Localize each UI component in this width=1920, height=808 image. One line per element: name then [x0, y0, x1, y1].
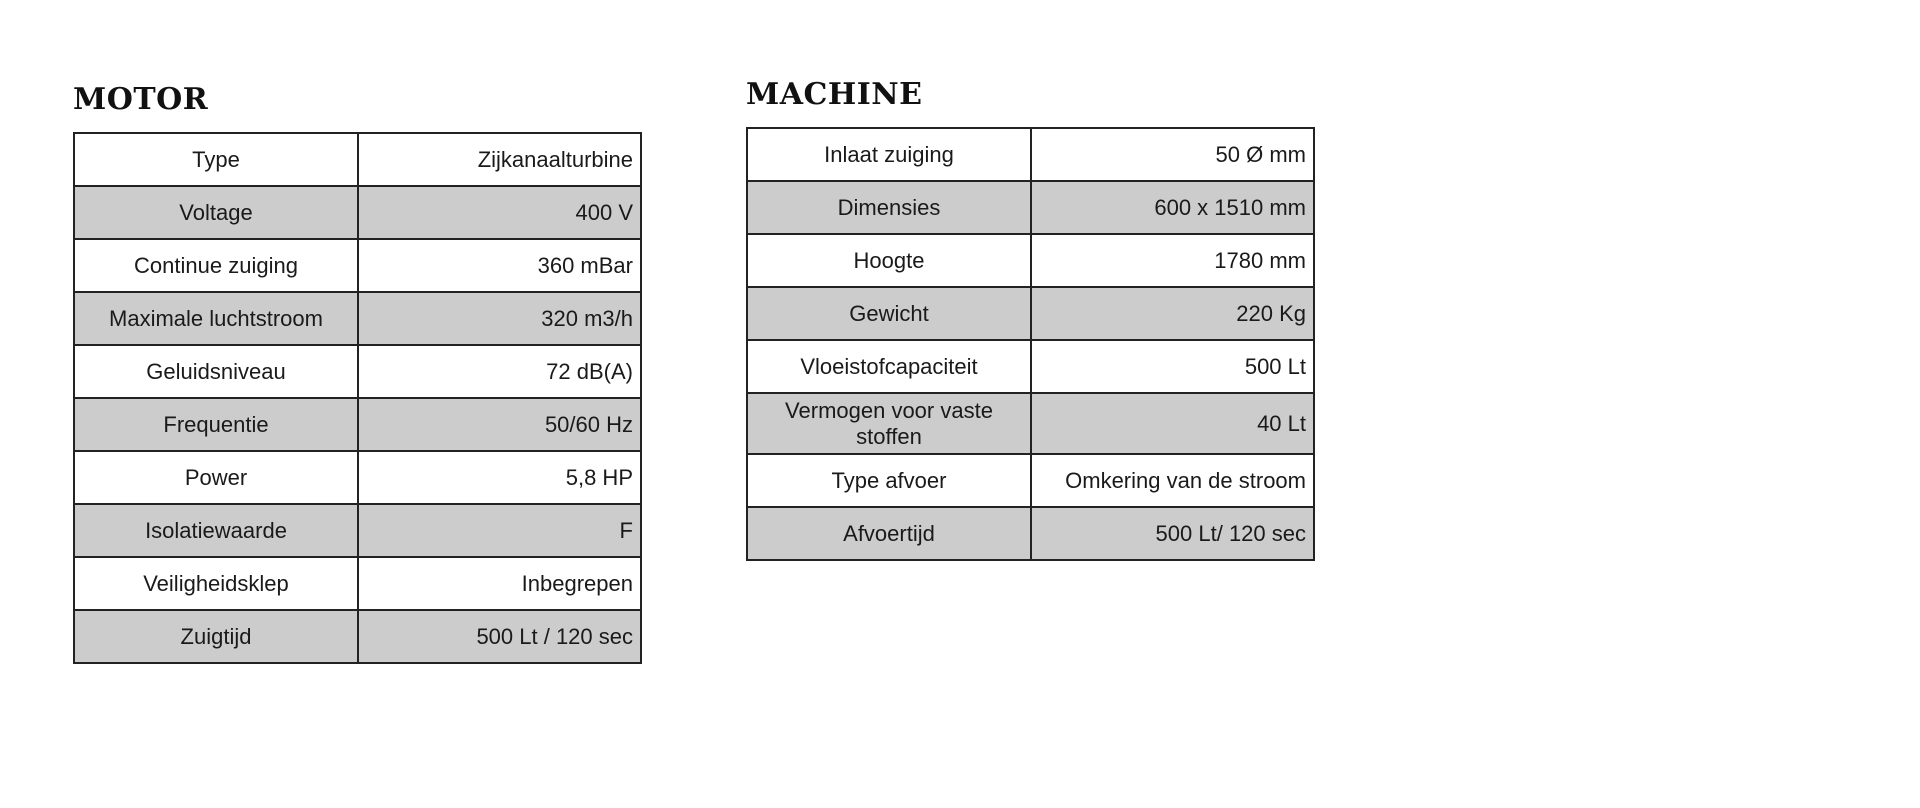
table-row: [74, 451, 641, 504]
table-row: [74, 133, 641, 186]
spec-label: Type: [74, 133, 358, 186]
spec-value: 360 mBar: [358, 239, 641, 292]
table-row: [74, 292, 641, 345]
spec-label: Zuigtijd: [74, 610, 358, 663]
spec-value: 1780 mm: [1031, 234, 1314, 287]
spec-value: F: [358, 504, 641, 557]
spec-label: Afvoertijd: [747, 507, 1031, 560]
spec-value: 600 x 1510 mm: [1031, 181, 1314, 234]
spec-label: Type afvoer: [747, 454, 1031, 507]
table-row: [747, 454, 1314, 507]
spec-label: Isolatiewaarde: [74, 504, 358, 557]
spec-label: Continue zuiging: [74, 239, 358, 292]
table-row: [74, 398, 641, 451]
spec-label: Geluidsniveau: [74, 345, 358, 398]
spec-value: 50/60 Hz: [358, 398, 641, 451]
machine-section: [746, 77, 1315, 561]
spec-label: Vermogen voor vaste stoffen: [747, 393, 1031, 454]
table-row: [74, 239, 641, 292]
spec-label: Hoogte: [747, 234, 1031, 287]
spec-value: Omkering van de stroom: [1031, 454, 1314, 507]
machine-title: MACHINE: [746, 77, 923, 112]
table-row: [747, 507, 1314, 560]
spec-label: Dimensies: [747, 181, 1031, 234]
spec-label: Power: [74, 451, 358, 504]
spec-value: 50 Ø mm: [1031, 128, 1314, 181]
spec-value: 500 Lt / 120 sec: [358, 610, 641, 663]
spec-value: Inbegrepen: [358, 557, 641, 610]
table-row: [74, 504, 641, 557]
spec-value: 72 dB(A): [358, 345, 641, 398]
spec-label: Inlaat zuiging: [747, 128, 1031, 181]
table-row: [747, 393, 1314, 454]
table-row: [747, 287, 1314, 340]
spec-label: Vloeistofcapaciteit: [747, 340, 1031, 393]
spec-label: Gewicht: [747, 287, 1031, 340]
spec-value: 320 m3/h: [358, 292, 641, 345]
table-row: [747, 181, 1314, 234]
table-row: [74, 345, 641, 398]
spec-value: 220 Kg: [1031, 287, 1314, 340]
table-row: [74, 610, 641, 663]
table-row: [747, 340, 1314, 393]
spec-value: 40 Lt: [1031, 393, 1314, 454]
motor-section: [73, 82, 642, 664]
spec-label: Frequentie: [74, 398, 358, 451]
table-row: [747, 128, 1314, 181]
machine-spec-table: [746, 127, 1315, 561]
spec-label: Maximale luchtstroom: [74, 292, 358, 345]
motor-spec-table: [73, 132, 642, 664]
spec-value: 5,8 HP: [358, 451, 641, 504]
motor-title: MOTOR: [73, 82, 209, 117]
spec-label: Voltage: [74, 186, 358, 239]
spec-value: 500 Lt: [1031, 340, 1314, 393]
table-row: [747, 234, 1314, 287]
table-row: [74, 186, 641, 239]
spec-value: 400 V: [358, 186, 641, 239]
spec-value: Zijkanaalturbine: [358, 133, 641, 186]
table-row: [74, 557, 641, 610]
spec-value: 500 Lt/ 120 sec: [1031, 507, 1314, 560]
spec-label: Veiligheidsklep: [74, 557, 358, 610]
